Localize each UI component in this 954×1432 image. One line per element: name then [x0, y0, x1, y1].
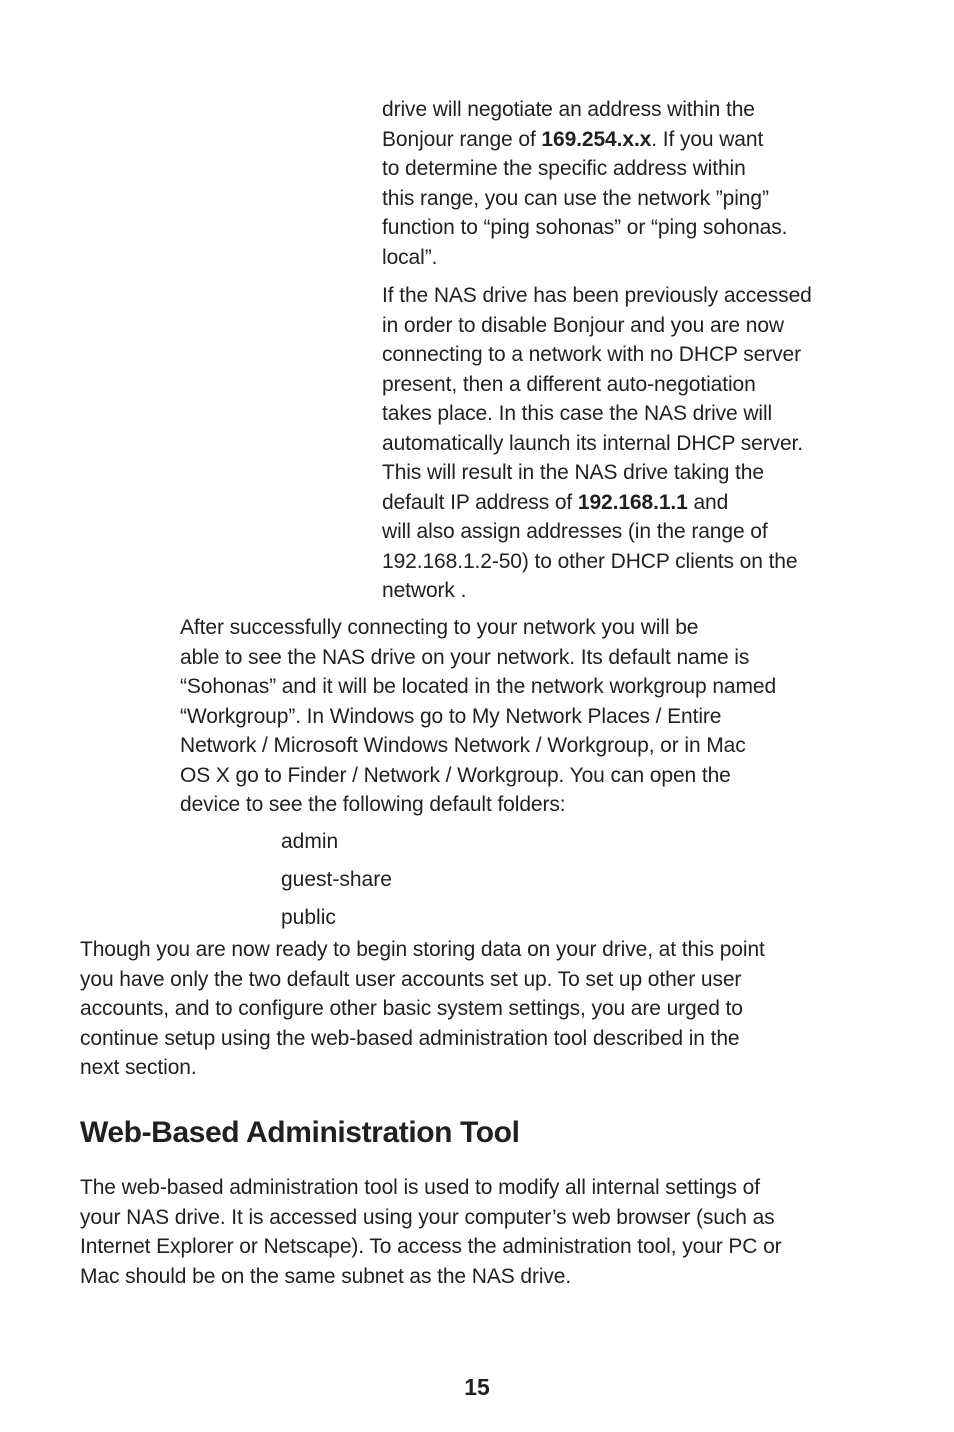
text-line: Internet Explorer or Netscape). To access the administration tool, your PC or — [80, 1235, 782, 1258]
text-line: default IP address of 192.168.1.1 and — [382, 490, 729, 514]
text-line: OS X go to Finder / Network / Workgroup. You can open the — [180, 763, 731, 787]
text-line: next section. — [80, 1056, 197, 1079]
section-heading: Web-Based Administration Tool — [80, 1116, 520, 1149]
bonjour-address-paragraph — [382, 95, 882, 272]
text-line: able to see the NAS drive on your network. Its default name is — [180, 645, 750, 669]
text-line: drive will negotiate an address within the — [382, 98, 755, 121]
setup-ready-paragraph — [80, 935, 880, 1083]
text-line: takes place. In this case the NAS drive will — [382, 402, 773, 425]
text-line: local”. — [382, 245, 438, 269]
text-line: connecting to a network with no DHCP server — [382, 343, 802, 366]
text-line: network . — [382, 579, 467, 602]
text-line: device to see the following default folders: — [180, 793, 566, 816]
text-line: After successfully connecting to your network you will be — [180, 616, 699, 639]
text-line: you have only the two default user accounts set up. To set up other user — [80, 967, 742, 991]
text-line: Though you are now ready to begin storing data on your drive, at this point — [80, 938, 765, 961]
text-line: accounts, and to configure other basic system settings, you are urged to — [80, 997, 743, 1020]
text-line: Mac should be on the same subnet as the NAS drive. — [80, 1264, 572, 1288]
text-line: Bonjour range of 169.254.x.x. If you want — [382, 127, 764, 151]
bonjour-ip-range: 169.254.x.x — [541, 127, 652, 151]
text-line: If the NAS drive has been previously accessed — [382, 284, 812, 307]
network-access-paragraph — [180, 613, 880, 820]
text-line: this range, you can use the network ”ping” — [382, 186, 769, 210]
text-line: to determine the specific address within — [382, 157, 746, 180]
text-line: in order to disable Bonjour and you are now — [382, 313, 784, 337]
text-line: 192.168.1.2-50) to other DHCP clients on the — [382, 549, 798, 573]
default-folder-admin: admin — [281, 830, 339, 853]
default-ip-address: 192.168.1.1 — [577, 490, 688, 514]
page-number: 15 — [464, 1374, 490, 1400]
text-line: “Sohonas” and it will be located in the network workgroup named — [180, 675, 777, 698]
text-line: The web-based administration tool is used to modify all internal settings of — [80, 1176, 760, 1199]
text-line: continue setup using the web-based administration tool described in the — [80, 1026, 740, 1050]
text-line: automatically launch its internal DHCP server. — [382, 431, 804, 455]
default-folder-public: public — [281, 906, 336, 929]
text-line: This will result in the NAS drive taking the — [382, 461, 764, 484]
text-line: function to “ping sohonas” or “ping sohonas. — [382, 216, 788, 239]
text-line: “Workgroup”. In Windows go to My Network Places / Entire — [180, 704, 722, 728]
text-line: your NAS drive. It is accessed using your computer’s web browser (such as — [80, 1205, 775, 1229]
web-tool-paragraph — [80, 1173, 880, 1291]
text-line: present, then a different auto-negotiation — [382, 372, 756, 396]
default-folder-guest-share: guest-share — [281, 868, 392, 891]
text-line: will also assign addresses (in the range of — [382, 520, 768, 543]
dhcp-fallback-paragraph — [382, 281, 882, 606]
text-line: Network / Microsoft Windows Network / Workgroup, or in Mac — [180, 734, 746, 757]
